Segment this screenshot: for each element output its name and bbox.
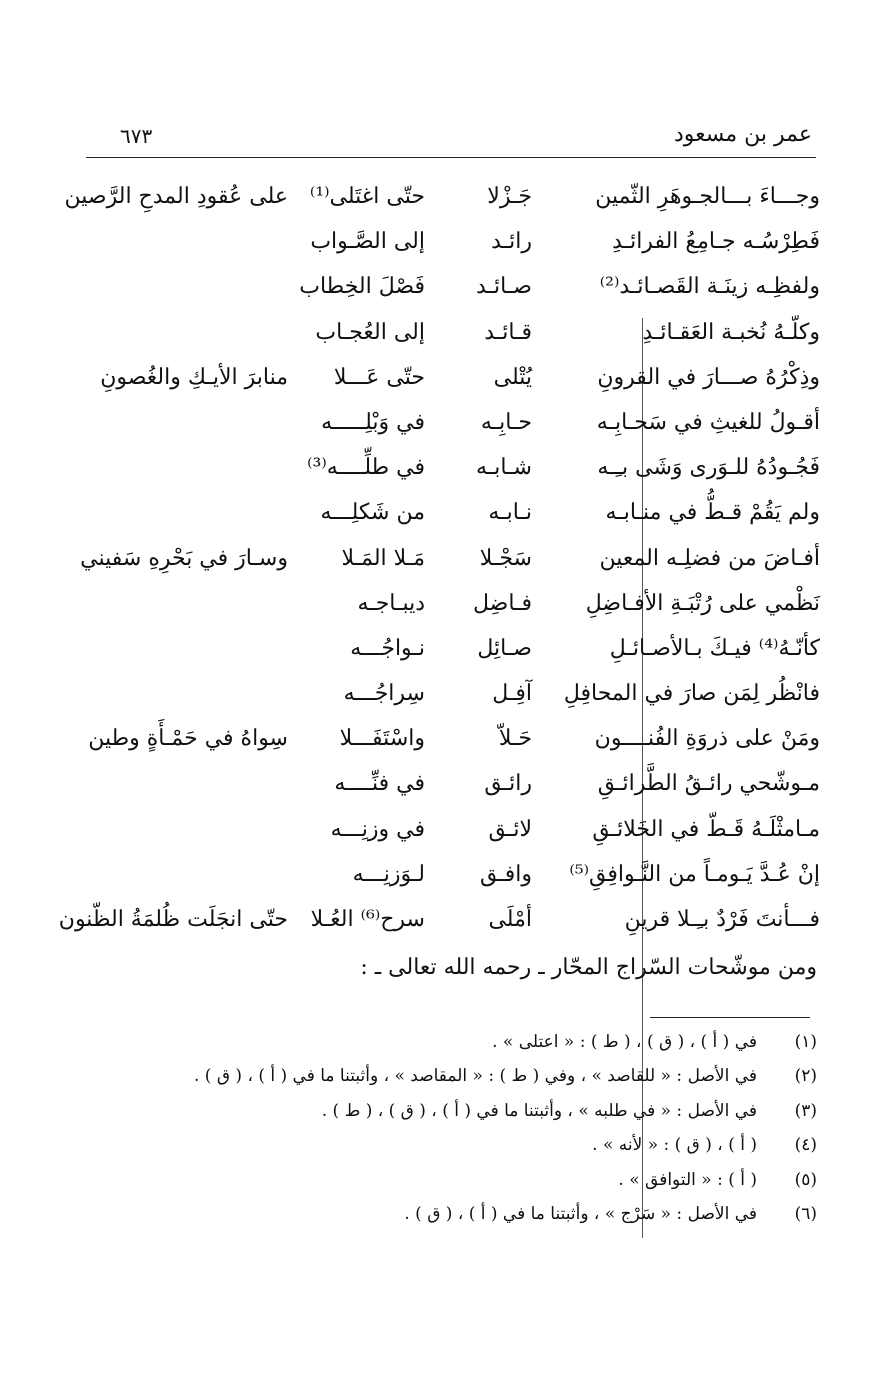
footnote-text: في ( أ ) ، ( ق ) ، ( ط ) : « اعتلى » . [492,1032,757,1052]
verse-segment: مَـلا المَـلا [341,545,425,571]
verse-line [80,718,820,763]
footnote [117,1131,817,1165]
footnote-number: (٣) [794,1100,817,1121]
verse-line [80,763,820,808]
verse-segment: قـائـد [484,319,532,345]
verse-segment: وكلّـهُ نُخبـة العَقـائـدِ [642,319,820,345]
header-rule [86,157,816,158]
verse-line [80,538,820,583]
verse-segment: واسْتَفَـــلا [339,726,425,752]
verse-segment: إلى الصَّـواب [310,229,425,255]
verse-segment: فانْظُر لِمَن صارَ في المحافِلِ [563,681,820,707]
verse-segment: في وَبْلِـــــه [321,409,425,435]
footnote-number: (٤) [794,1135,817,1156]
verse-segment: سرح⁽⁶⁾ العُـلا [310,907,425,932]
verse-segment: فـــأنتَ فَرْدٌ بـِـلا قرينِ [624,907,820,932]
verse-segment: حتّى اغتَلى⁽¹⁾ [309,184,425,209]
intro-paragraph: ومن موشّحات السّراج المحّار ـ رحمه الله تعالى ـ : [360,955,817,980]
verse-line [80,854,820,899]
verse-segment: نـواجُـــه [350,635,425,661]
verse-segment: حـابِـه [480,409,532,435]
verse-segment: شـابـه [476,455,532,481]
verse-segment: في فنِّــــه [334,771,425,797]
verse-segment: إلى العُجـاب [315,319,425,345]
verse-line [80,402,820,447]
footnote [117,1200,817,1234]
verse-line [80,583,820,628]
footnote-number: (٢) [794,1066,817,1087]
verse-segment: سَجْـلا [479,545,532,571]
page-header [86,122,816,160]
verse-segment: وجـــاءَ بـــالجـوهَرِ الثّمين [595,184,820,209]
footnote [117,1097,817,1131]
verse-segment: في وزنِـــه [330,816,425,842]
footnote-text: في الأصل : « للقاصد » ، وفي ( ط ) : « المقاصد » ، وأثبتنا ما في ( أ ) ، ( ق ) . [193,1066,757,1087]
verse-segment: سِراجُـــه [343,681,425,707]
verse-segment: صـائـد [476,274,532,300]
footnote-number: (٥) [794,1169,817,1190]
verse-line [80,673,820,718]
verse-segment: منابرَ الأيـكِ والغُصونِ [100,364,288,390]
verse-segment: نَظْمي على رُتْبَـةِ الأفـاضِلِ [585,590,820,616]
verse-segment: أقـولُ للغيثِ في سَحـابِـه [596,409,820,435]
verse-segment: في طلِّــــه⁽³⁾ [307,455,425,481]
footnote [117,1028,817,1062]
verse-segment: إنْ عُـدَّ يَـومـاً من النَّـوافِقِ⁽⁵⁾ [569,861,820,887]
verse-segment: ولم يَقُمْ قـطُّ في منـابـه [605,500,820,526]
footnote-text: في الأصل : « سَرْج » ، وأثبتنا ما في ( أ ) ، ( ق ) . [404,1203,757,1224]
verse-line [80,809,820,854]
verse-segment: حتّى عَـــلا [333,364,425,390]
footnote [117,1062,817,1096]
verse-line [80,447,820,492]
running-title: عمر بن مسعود [673,122,812,147]
footnote-number: (١) [794,1032,817,1052]
verse-segment: وسـارَ في بَحْرِهِ سَفيني [80,545,288,571]
footnote-number: (٦) [794,1203,817,1224]
verse-segment: نـابـه [488,500,532,526]
verse-segment: آفِـل [492,681,532,707]
verse-line [80,221,820,266]
verse-segment: ديبـاجـه [357,590,425,616]
footnote-text: ( أ ) : « التوافق » . [618,1169,757,1190]
verse-segment: فَجُـودُهُ للـوَرى وَشَى بـِـه [597,455,820,481]
verse-segment: أمْلَى [488,907,532,932]
verse-segment: سِواهُ في حَمْـأَةٍ وطين [88,726,288,752]
verse-segment: وذِكْرُهُ صـــارَ في القرونِ [597,364,820,390]
verse-segment: يُتْلى [493,364,532,390]
page-number: ٦٧٣ [120,124,153,148]
verse-segment: ولفظِـه زينَـة القَصـائـد⁽²⁾ [599,274,820,300]
verse-segment: ومَنْ على ذروَةِ الفُنــــون [594,726,820,752]
verse-line [64,176,820,221]
verse-segment: من شَكلِـــه [320,500,425,526]
verse-segment: حَـلاّ [498,726,532,752]
verse-segment: مـوشّحي رائـقُ الطَّرائـقِ [597,771,820,797]
verse-segment: صـائِل [477,635,532,661]
verse-line [80,312,820,357]
verse-segment: مـامثْلَـهُ قَـطّ في الخَلائـقِ [592,816,820,842]
footnote-text: في الأصل : « في طلبه » ، وأثبتنا ما في ( أ ) ، ( ق ) ، ( ط ) . [321,1100,757,1121]
verse-segment: أفـاضَ من فضلِـه المعين [599,545,820,571]
verse-line [80,357,820,402]
verse-line [80,492,820,537]
verse-block [58,176,820,944]
verse-segment: كأنّـهُ⁽⁴⁾ فيـكَ بـالأصـائـلِ [609,635,820,661]
verse-segment: جَـزْلا [487,184,532,209]
footnote-rule [650,1017,810,1018]
verse-segment: فَصْلَ الخِطاب [299,274,425,300]
verse-line [58,899,820,944]
verse-line [80,266,820,311]
verse-segment: رائـد [491,229,532,255]
verse-segment: فَطِرْسُـه جـامِعُ الفرائـدِ [612,229,820,255]
verse-segment: فـاضِل [472,590,532,616]
verse-line [80,628,820,673]
verse-segment: لائـق [488,816,532,842]
footnote-text: ( أ ) ، ( ق ) : « لأنه » . [592,1135,757,1156]
verse-segment: وافـق [479,861,532,887]
footnote [117,1166,817,1200]
verse-segment: رائـق [484,771,532,797]
footnotes [117,1028,817,1234]
verse-segment: لـوَزنِـــه [352,861,425,887]
verse-segment: حتّى انجَلَت ظُلمَةُ الظّنون [58,907,288,932]
verse-segment: على عُقودِ المدحِ الرَّصين [64,184,288,209]
